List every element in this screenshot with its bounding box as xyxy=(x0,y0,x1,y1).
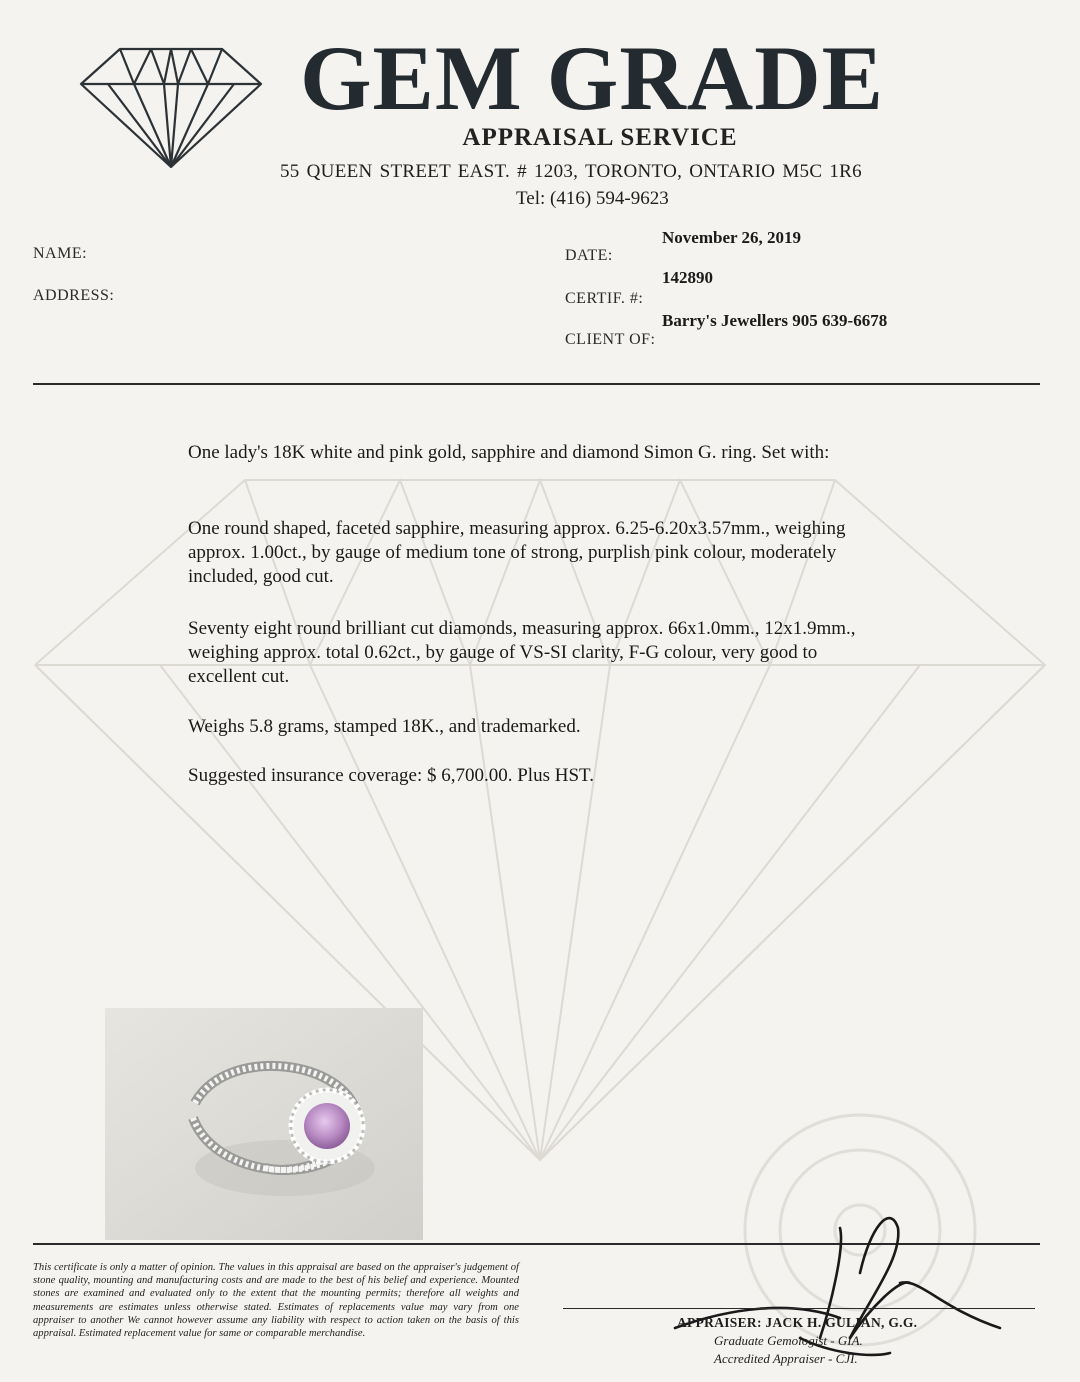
client-value: Barry's Jewellers 905 639-6678 xyxy=(662,311,888,330)
description-paragraph: Seventy eight round brilliant cut diamonds, measuring approx. 66x1.0mm., 12x1.9mm., weighing approx. total 0.62ct., by gauge of VS-SI clarity, F-G colour, very good to excellent cut. xyxy=(188,618,856,687)
header-divider xyxy=(33,383,1040,385)
handwritten-signature xyxy=(670,1188,1010,1378)
item-description xyxy=(188,441,888,465)
description-paragraph: Suggested insurance coverage: $ 6,700.00. Plus HST. xyxy=(188,765,594,786)
client-label: CLIENT OF: xyxy=(565,331,656,348)
brand-title: GEM GRADE xyxy=(300,27,884,129)
date-value: November 26, 2019 xyxy=(662,228,801,247)
description-paragraph: One round shaped, faceted sapphire, measuring approx. 6.25-6.20x3.57mm., weighing approx. 1.00ct., by gauge of medium tone of strong, purplish pink colour, moderately included, good cut. xyxy=(188,518,846,587)
appraiser-credential-cji: Accredited Appraiser - CJI. xyxy=(714,1351,858,1366)
disclaimer-text: This certificate is only a matter of opinion. The values in this appraisal are based on the appraiser's judgement of stone quality, mounting and manufacturing costs and are made to the best of his belief and experience. Mounted stones are examined and evaluated only to the extent that the mounting permits; therefore all weights and measurements are estimates unless otherwise stated. Estimates of replacements value may vary from one appraiser to another We cannot however assume any liability with respect to action taken on the basis of this appraisal. Estimated replacement value for same or comparable merchandise. xyxy=(33,1262,519,1340)
brand-subtitle: APPRAISAL SERVICE xyxy=(462,124,738,151)
address-label: ADDRESS: xyxy=(33,287,115,304)
business-address: 55 QUEEN STREET EAST. # 1203, TORONTO, ONTARIO M5C 1R6 xyxy=(280,161,862,182)
description-paragraph: One lady's 18K white and pink gold, sapphire and diamond Simon G. ring. Set with: xyxy=(188,442,830,463)
business-phone: Tel: (416) 594-9623 xyxy=(516,188,669,209)
appraiser-credential-gia: Graduate Gemologist - GIA. xyxy=(714,1333,863,1348)
insurance-coverage xyxy=(188,764,888,788)
certif-label: CERTIF. #: xyxy=(565,290,644,307)
diamond-outline-icon xyxy=(78,46,264,170)
ring-photo xyxy=(105,1008,423,1240)
description-paragraph: Weighs 5.8 grams, stamped 18K., and trademarked. xyxy=(188,716,581,737)
signature-line xyxy=(563,1308,1035,1309)
sapphire-description xyxy=(188,517,888,589)
certif-value: 142890 xyxy=(662,268,713,287)
diamond-description xyxy=(188,617,888,689)
date-label: DATE: xyxy=(565,247,613,264)
name-label: NAME: xyxy=(33,245,88,262)
appraiser-name: APPRAISER: JACK H. GULIAN, G.G. xyxy=(677,1315,918,1330)
weight-description xyxy=(188,715,888,739)
